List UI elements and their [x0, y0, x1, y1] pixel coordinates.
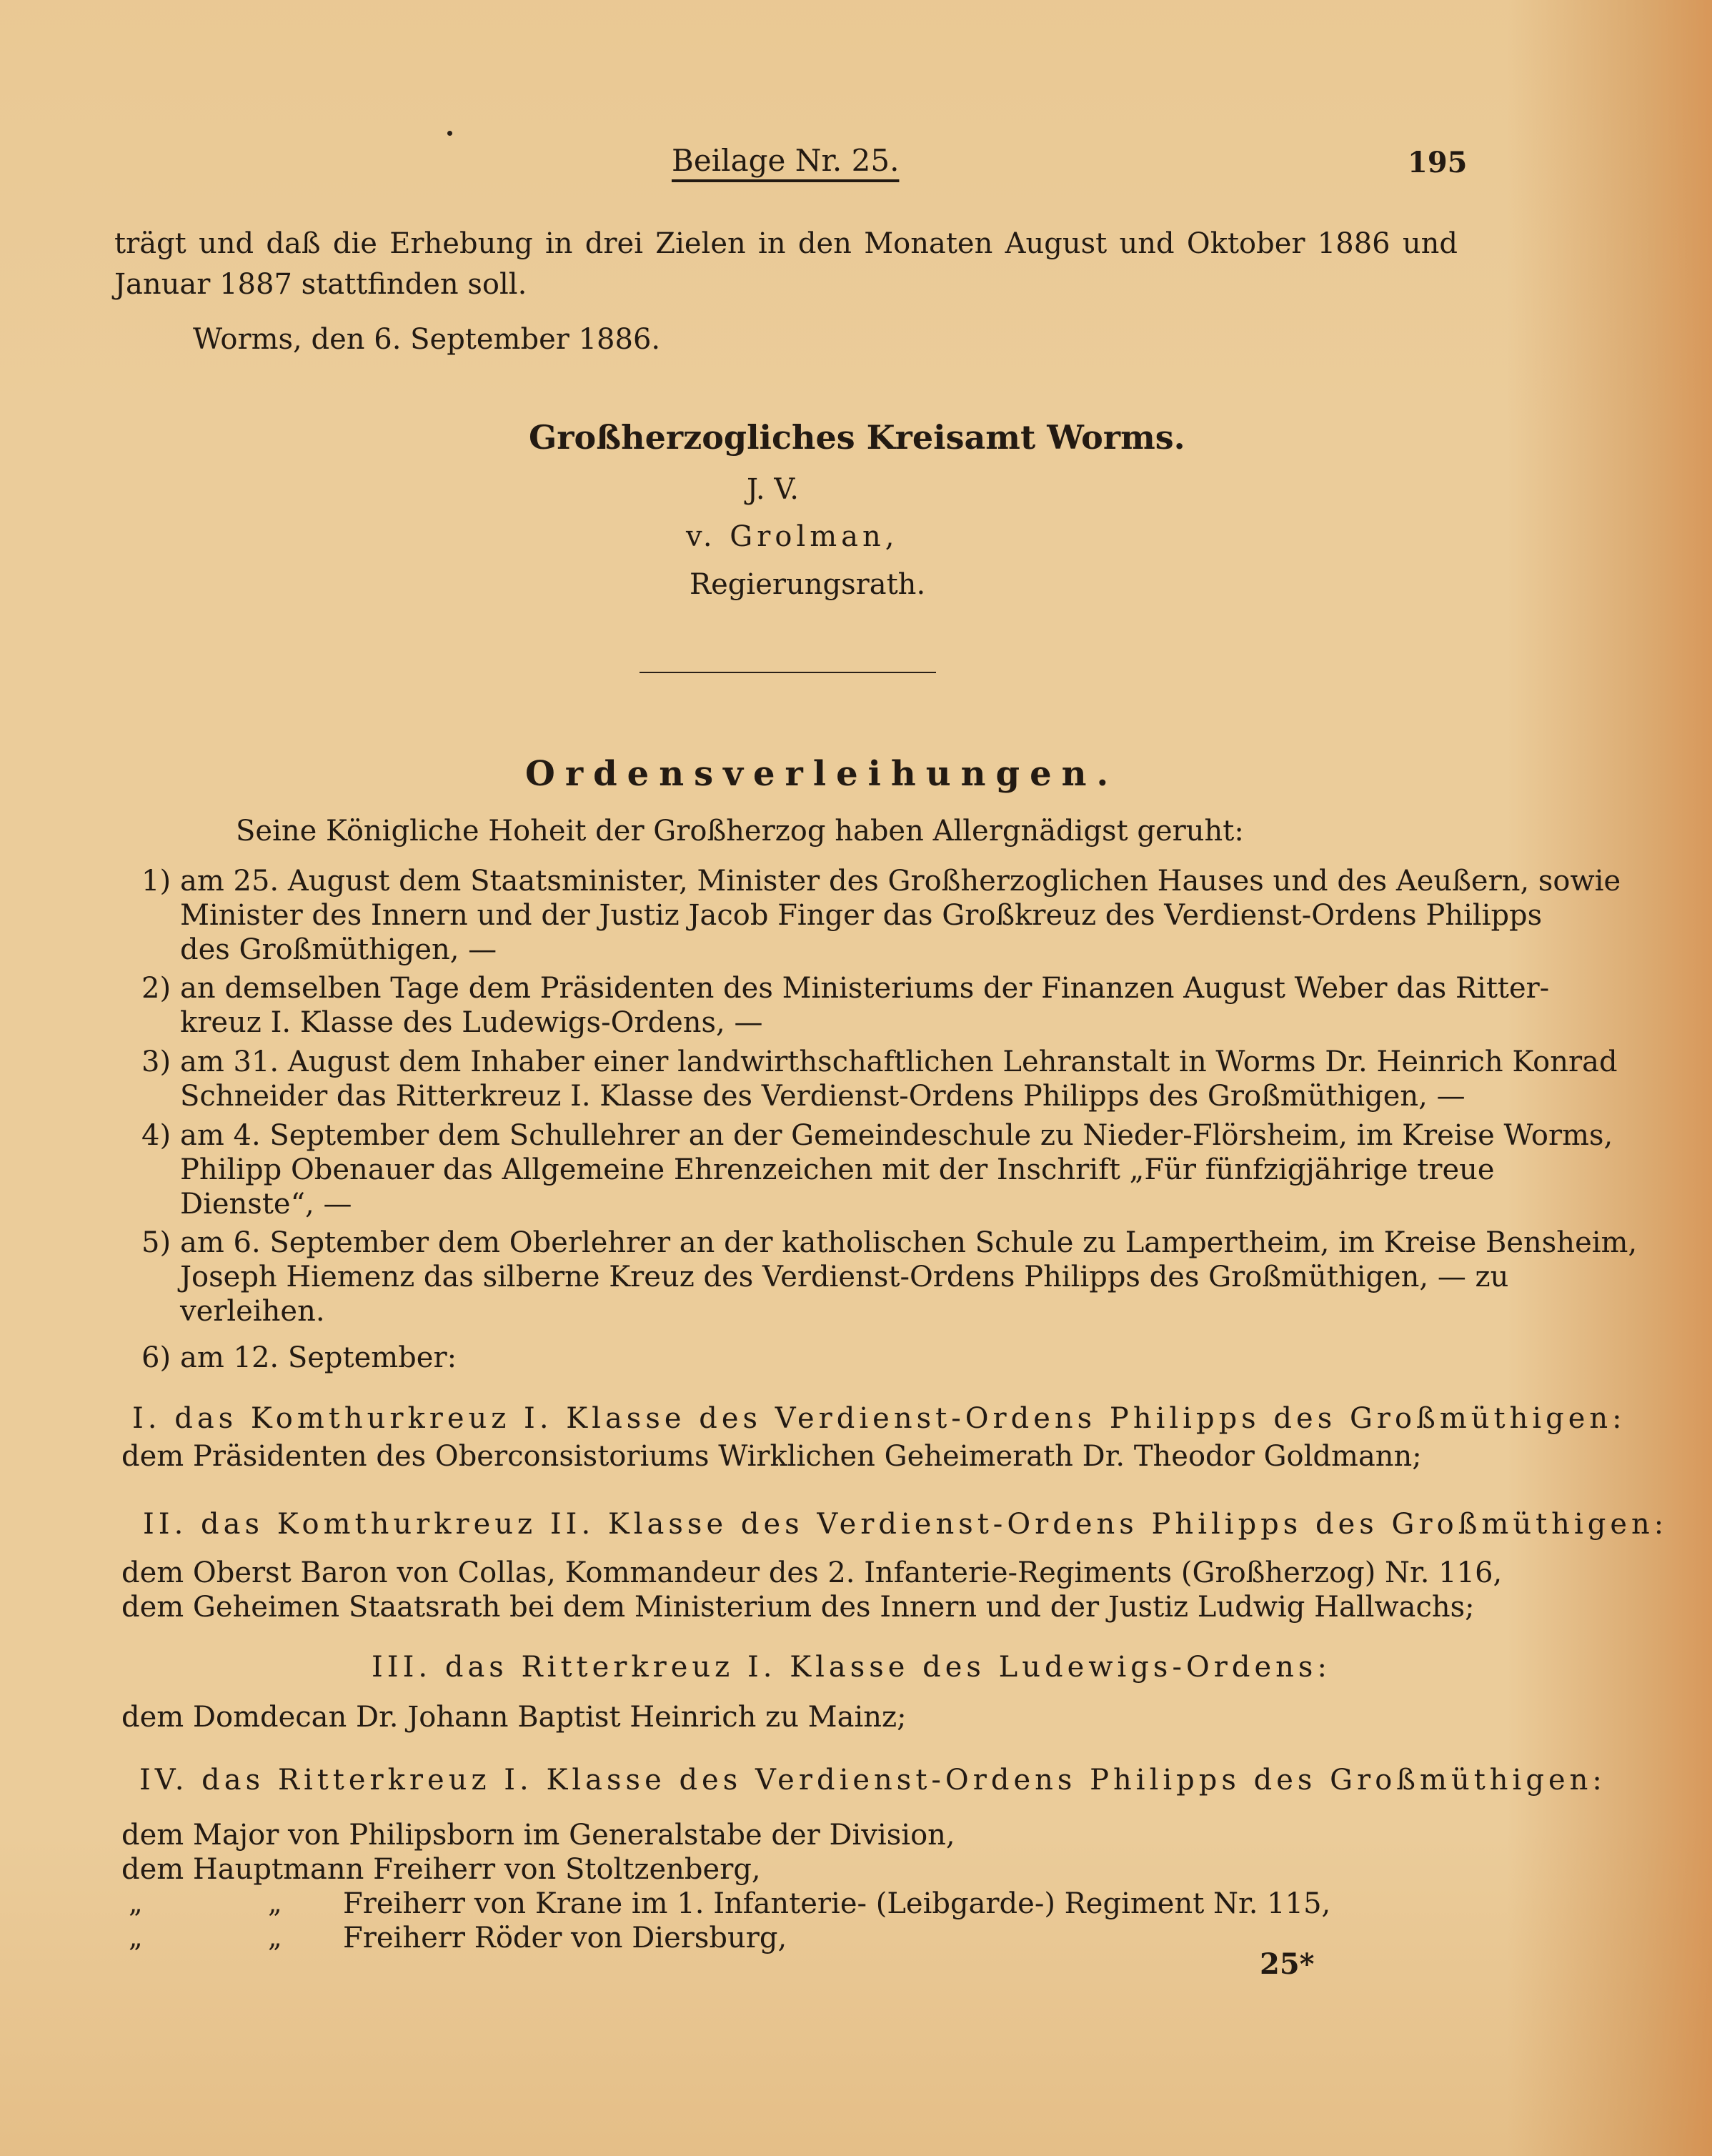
- item-line: am 12. September:: [180, 1341, 457, 1374]
- item-number: 5): [141, 1226, 171, 1259]
- item-line: Minister des Innern und der Justiz Jacob Finger das Großkreuz des Verdienst-Ordens Philipps: [180, 899, 1543, 932]
- sheet-mark: 25*: [1260, 1947, 1315, 1981]
- dateline: Worms, den 6. September 1886.: [193, 323, 661, 356]
- ditto-mark: „: [129, 1922, 143, 1953]
- header-title: Beilage Nr. 25.: [672, 143, 900, 178]
- item-line: am 31. August dem Inhaber einer landwirthschaftlichen Lehranstalt in Worms Dr. Heinrich Konrad: [180, 1045, 1618, 1078]
- item-line: Joseph Hiemenz das silberne Kreuz des Verdienst-Ordens Philipps des Großmüthigen, — zu: [180, 1261, 1509, 1293]
- item-line: am 4. September dem Schullehrer an der Gemeindeschule zu Nieder-Flörsheim, im Kreise Worms,: [180, 1119, 1613, 1152]
- item-line: am 6. September dem Oberlehrer an der katholischen Schule zu Lampertheim, im Kreise Bensheim,: [180, 1226, 1638, 1259]
- item-line: verleihen.: [180, 1295, 325, 1328]
- signature-office: Großherzogliches Kreisamt Worms.: [529, 418, 1185, 457]
- ink-dot: [447, 131, 452, 136]
- award-recipient: dem Hauptmann Freiherr von Stoltzenberg,: [121, 1853, 761, 1886]
- section-heading: Ordensverleihungen.: [525, 754, 1119, 794]
- signature-title: Regierungsrath.: [690, 568, 926, 601]
- intro-line-1: trägt und daß die Erhebung in drei Zielen in den Monaten August und Oktober 1886 und: [114, 227, 1458, 260]
- item-line: am 25. August dem Staatsminister, Minister des Großherzoglichen Hauses und des Aeußern, sowie: [180, 865, 1621, 898]
- ditto-mark: „: [268, 1887, 282, 1919]
- item-line: Philipp Obenauer das Allgemeine Ehrenzeichen mit der Inschrift „Für fünfzigjährige treue: [180, 1153, 1495, 1186]
- award-heading: II. das Komthurkreuz II. Klasse des Verdienst-Ordens Philipps des Großmüthigen:: [143, 1508, 1668, 1541]
- award-recipient: dem Major von Philipsborn im Generalstabe der Division,: [121, 1819, 955, 1852]
- signature-jv: J. V.: [747, 473, 799, 506]
- award-recipient: Freiherr von Krane im 1. Infanterie- (Leibgarde-) Regiment Nr. 115,: [343, 1887, 1331, 1920]
- item-number: 4): [141, 1119, 171, 1152]
- award-recipient: dem Präsidenten des Oberconsistoriums Wirklichen Geheimerath Dr. Theodor Goldmann;: [121, 1440, 1422, 1473]
- signature-name: v. Grolman,: [686, 520, 899, 553]
- item-number: 3): [141, 1045, 171, 1078]
- page-number: 195: [1408, 146, 1468, 179]
- award-recipient: dem Domdecan Dr. Johann Baptist Heinrich zu Mainz;: [121, 1701, 907, 1734]
- award-recipient: Freiherr Röder von Diersburg,: [343, 1922, 787, 1954]
- award-recipient: dem Geheimen Staatsrath bei dem Ministerium des Innern und der Justiz Ludwig Hallwachs;: [121, 1591, 1475, 1624]
- item-line: an demselben Tage dem Präsidenten des Ministeriums der Finanzen August Weber das Ritter-: [180, 972, 1550, 1005]
- item-line: kreuz I. Klasse des Ludewigs-Ordens, —: [180, 1006, 763, 1039]
- section-intro: Seine Königliche Hoheit der Großherzog haben Allergnädigst geruht:: [236, 815, 1244, 848]
- item-number: 1): [141, 865, 171, 898]
- award-heading: IV. das Ritterkreuz I. Klasse des Verdienst-Ordens Philipps des Großmüthigen:: [139, 1764, 1606, 1797]
- item-line: Dienste“, —: [180, 1188, 352, 1221]
- item-number: 6): [141, 1341, 171, 1374]
- item-line: des Großmüthigen, —: [180, 933, 497, 966]
- section-divider: [639, 672, 936, 673]
- item-number: 2): [141, 972, 171, 1005]
- item-line: Schneider das Ritterkreuz I. Klasse des Verdienst-Ordens Philipps des Großmüthigen, —: [180, 1080, 1465, 1113]
- award-heading: III. das Ritterkreuz I. Klasse des Ludewigs-Ordens:: [372, 1651, 1331, 1684]
- award-recipient: dem Oberst Baron von Collas, Kommandeur des 2. Infanterie-Regiments (Großherzog) Nr. 116,: [121, 1556, 1503, 1589]
- intro-line-2: Januar 1887 stattfinden soll.: [114, 268, 527, 301]
- ditto-mark: „: [129, 1887, 143, 1919]
- ditto-mark: „: [268, 1922, 282, 1953]
- award-heading: I. das Komthurkreuz I. Klasse des Verdienst-Ordens Philipps des Großmüthigen:: [132, 1402, 1626, 1435]
